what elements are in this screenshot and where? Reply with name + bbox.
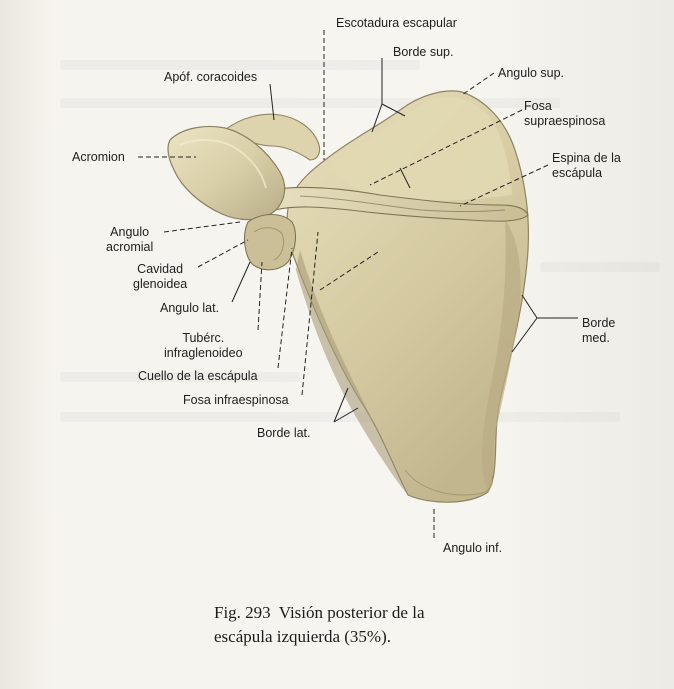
label-line: Angulo — [110, 225, 150, 239]
glenoid-cavity — [245, 215, 296, 270]
label-line: infraglenoideo — [164, 346, 243, 360]
caption-line-2 — [214, 625, 425, 649]
label-fosa-supraespinosa — [524, 99, 605, 129]
label-line: acromial — [106, 240, 154, 254]
label-angulo-inf: Angulo inf. — [443, 541, 503, 555]
label-borde-sup: Borde sup. — [393, 45, 454, 59]
label-cuello-escapula: Cuello de la escápula — [138, 369, 258, 383]
label-line: Fosa — [524, 99, 552, 113]
label-line: Tubérc. — [182, 331, 225, 345]
label-line: med. — [582, 331, 610, 345]
label-line: Cavidad — [137, 262, 184, 276]
caption-line-1 — [214, 601, 425, 625]
label-line: Espina de la — [552, 151, 621, 165]
label-line: escápula — [552, 166, 603, 180]
caption-text-2: escápula izquierda (35%). — [214, 627, 391, 646]
label-line: supraespinosa — [524, 114, 606, 128]
label-fosa-infraespinosa: Fosa infraespinosa — [183, 393, 289, 407]
label-escotadura-escapular: Escotadura escapular — [336, 16, 457, 30]
label-borde-lat: Borde lat. — [257, 426, 311, 440]
label-line: glenoidea — [133, 277, 188, 291]
label-acromion: Acromion — [72, 150, 125, 164]
label-angulo-lat: Angulo lat. — [160, 301, 220, 315]
label-angulo-acromial — [106, 225, 153, 255]
figure-number: Fig. 293 — [214, 603, 271, 622]
label-borde-med — [582, 316, 615, 346]
label-tuberc-infraglenoideo — [164, 331, 243, 361]
label-cavidad-glenoidea — [133, 262, 187, 292]
label-line: Borde — [582, 316, 616, 330]
figure-caption — [214, 601, 425, 649]
caption-text-1: Visión posterior de la — [278, 603, 425, 622]
label-espina-escapula — [552, 151, 621, 181]
label-angulo-sup: Angulo sup. — [498, 66, 565, 80]
label-apof-coracoides: Apóf. coracoides — [164, 70, 258, 84]
